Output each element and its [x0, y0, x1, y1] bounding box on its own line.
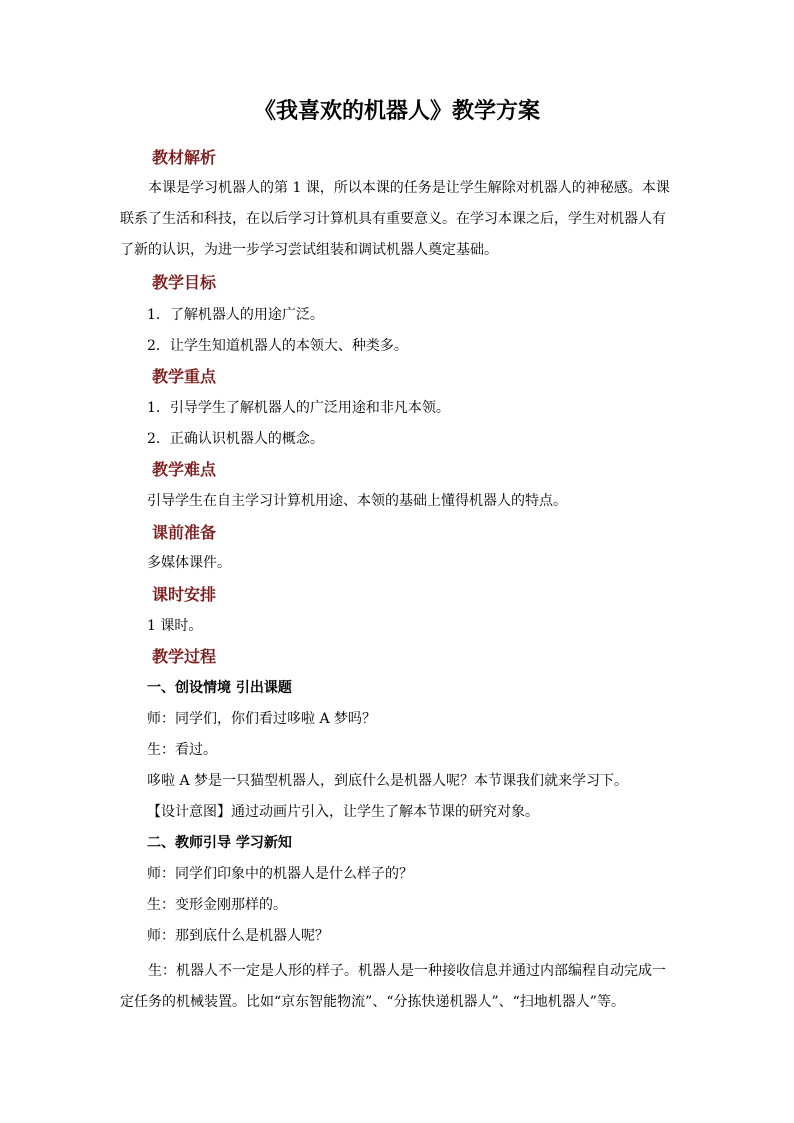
section-heading-guocheng: 教学过程 [152, 647, 217, 666]
dialogue-line: 师：同学们印象中的机器人是什么样子的？ [147, 866, 413, 882]
page-title: 《我喜欢的机器人》教学方案 [253, 98, 540, 124]
subsection-title-2: 二、教师引导 学习新知 [147, 835, 292, 851]
paragraph-nandian: 引导学生在自主学习计算机用途、本领的基础上懂得机器人的特点。 [147, 493, 567, 509]
list-item: 2．正确认识机器人的概念。 [147, 431, 324, 447]
design-intent-line: 【设计意图】通过动画片引入，让学生了解本节课的研究对象。 [147, 804, 539, 820]
list-item: 1．了解机器人的用途广泛。 [147, 307, 324, 323]
dialogue-line: 师：那到底什么是机器人呢？ [147, 928, 329, 944]
section-heading-zhunbei: 课前准备 [152, 523, 217, 542]
dialogue-line: 师：同学们，你们看过哆啦 A 梦吗？ [147, 711, 377, 727]
dialogue-line: 哆啦 A 梦是一只猫型机器人，到底什么是机器人呢？本节课我们就来学习下。 [147, 773, 629, 789]
section-heading-zhongdian: 教学重点 [152, 367, 217, 386]
dialogue-line: 生：看过。 [147, 742, 217, 758]
paragraph-jiaocai: 本课是学习机器人的第 1 课，所以本课的任务是让学生解除对机器人的神秘感。本课联系了生活和科技，在以后学习计算机具有重要意义。在学习本课之后，学生对机器人有了新的认识，为进一步学习尝试组装和调试机器人奠定基础。 [120, 180, 670, 258]
list-item: 1．引导学生了解机器人的广泛用途和非凡本领。 [147, 400, 450, 416]
list-item: 2．让学生知道机器人的本领大、种类多。 [147, 338, 408, 354]
section-heading-anpai: 课时安排 [152, 585, 217, 604]
section-heading-mubiao: 教学目标 [152, 273, 217, 292]
paragraph-anpai: 1 课时。 [147, 618, 203, 634]
paragraph-zhunbei: 多媒体课件。 [147, 555, 231, 571]
paragraph-robot-definition: 生：机器人不一定是人形的样子。机器人是一种接收信息并通过内部编程自动完成一定任务的机械装置。比如“京东智能物流”、“分拣快递机器人”、“扫地机器人”等。 [120, 963, 666, 1010]
section-heading-nandian: 教学难点 [152, 460, 217, 479]
dialogue-line: 生：变形金刚那样的。 [147, 897, 287, 913]
section-heading-jiaocai: 教材解析 [152, 148, 217, 167]
subsection-title-1: 一、创设情境 引出课题 [147, 680, 292, 696]
